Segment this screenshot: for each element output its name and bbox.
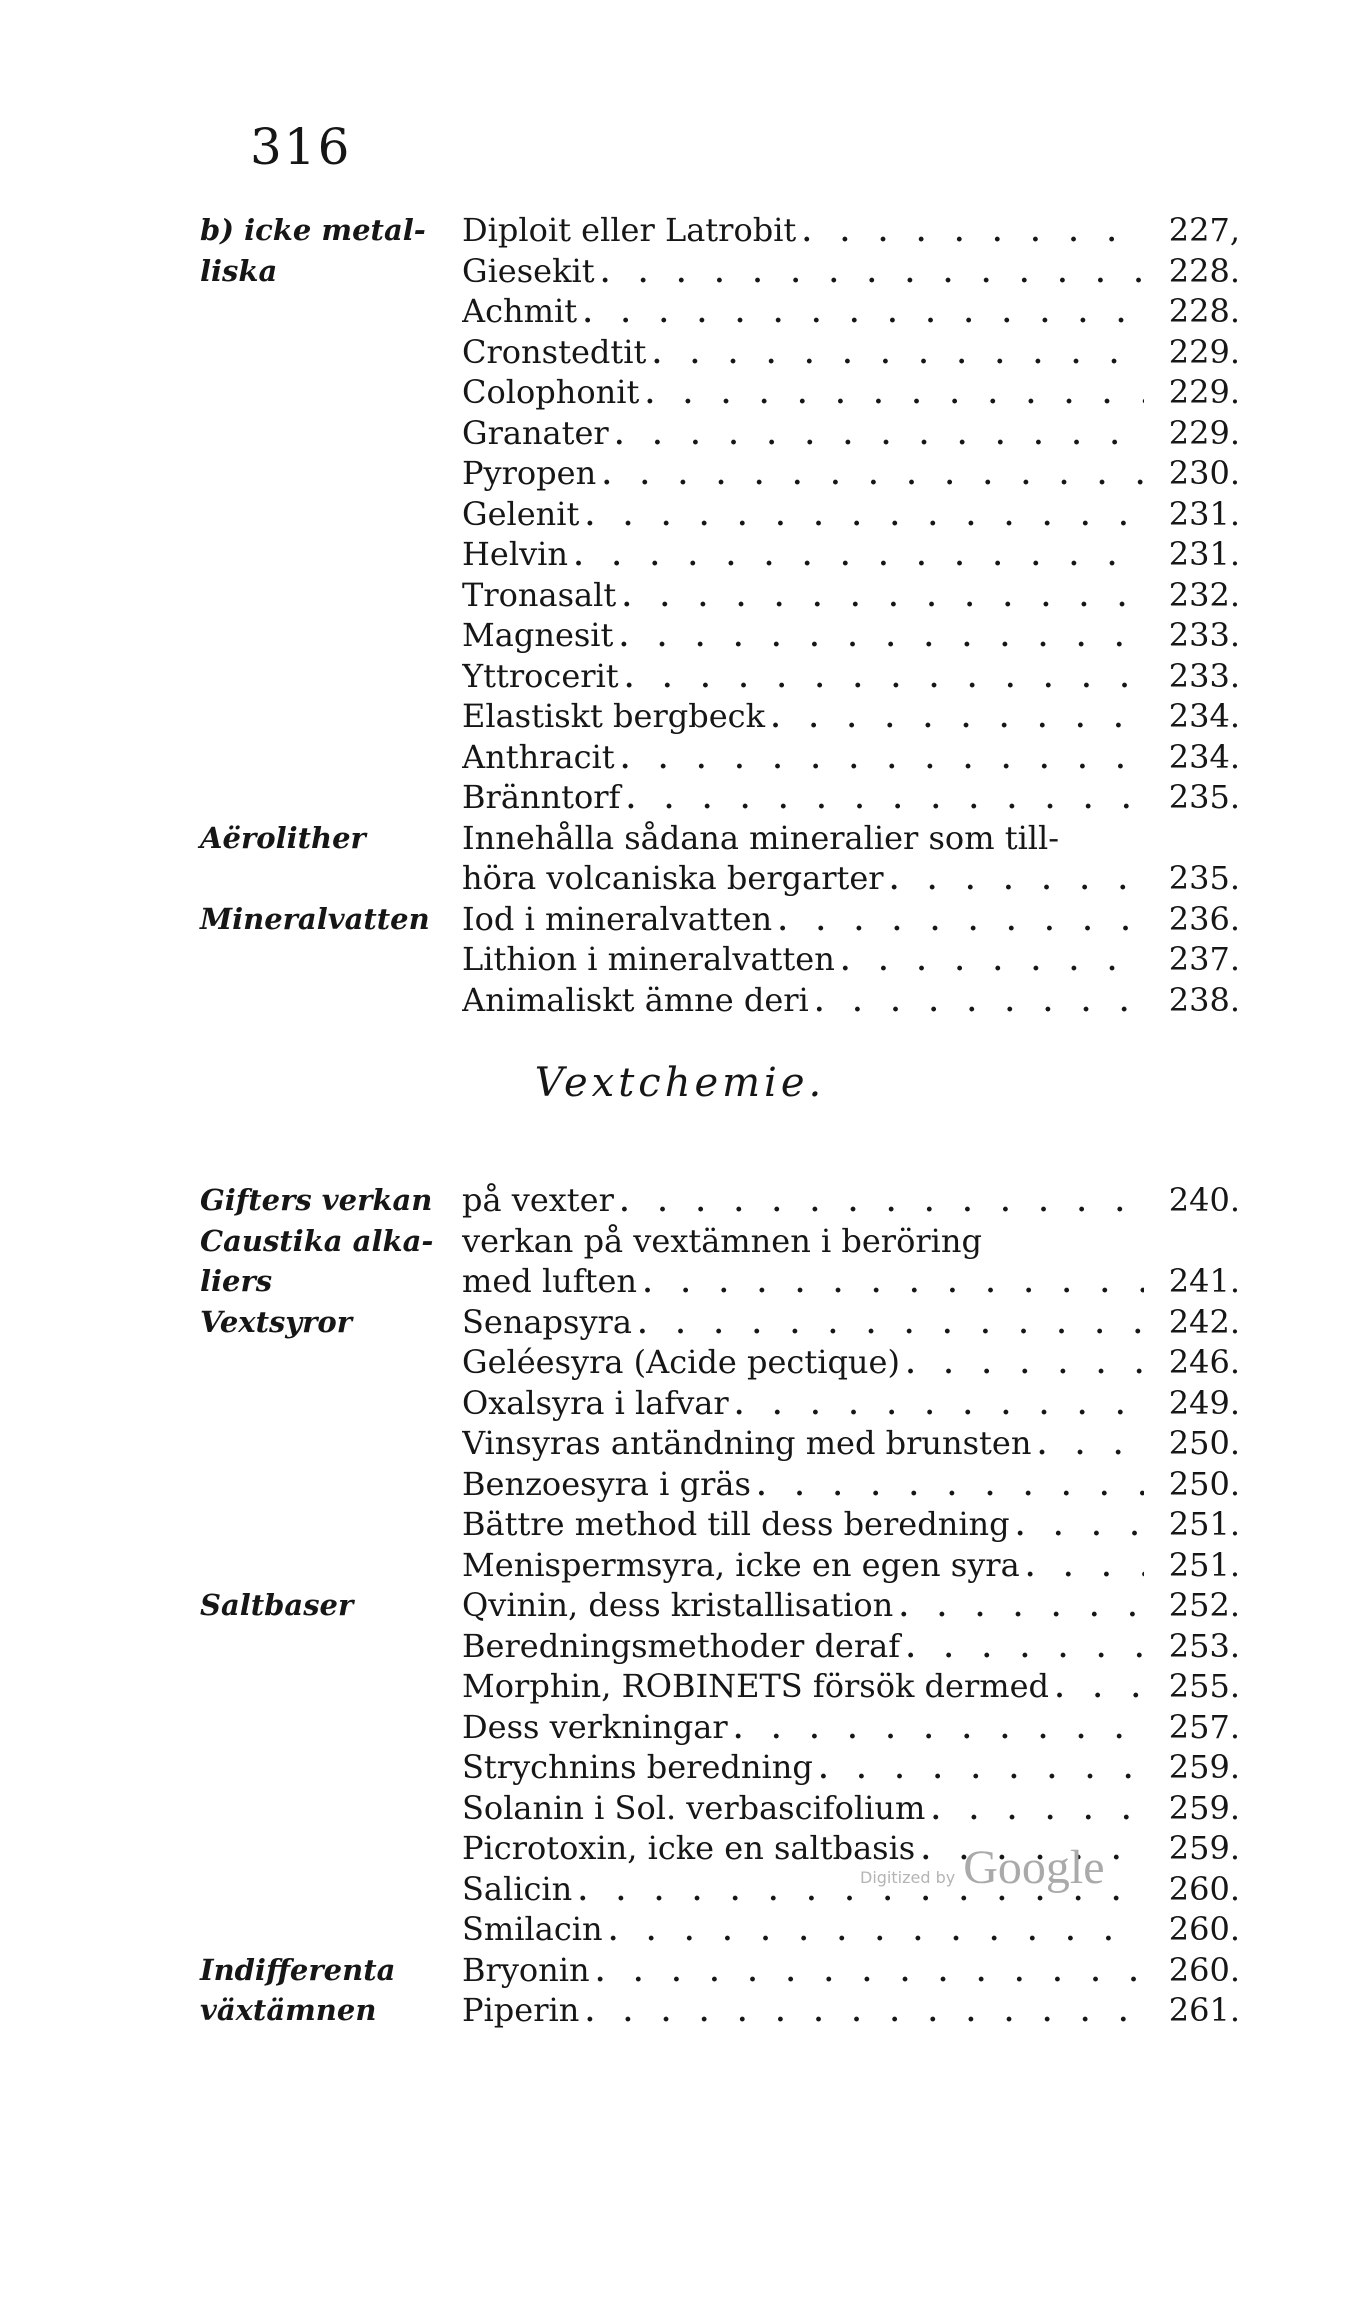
entry-text: Bränntorf (462, 778, 621, 816)
index-row (200, 1707, 1240, 1748)
index-row (200, 575, 1240, 616)
entry-text: Giesekit (462, 251, 595, 290)
index-row (200, 1990, 1240, 2031)
entry-text: Morphin, ROBINETS försök dermed (462, 1667, 1050, 1705)
page-ref: 229. (1168, 332, 1240, 371)
entry (462, 980, 1144, 1023)
dot-leader (1031, 1426, 1144, 1466)
entry-text: Granater (462, 413, 609, 452)
dot-leader (616, 578, 1144, 618)
dot-leader (568, 537, 1144, 577)
index-row (200, 1545, 1240, 1586)
category-label: Caustika alka- (200, 1223, 434, 1258)
entry (462, 858, 1144, 901)
mineral-index-section (200, 210, 1240, 1020)
page-ref: 238. (1168, 980, 1240, 1019)
page-ref: 233. (1168, 656, 1240, 695)
entry-text: Solanin i Sol. verbascifolium (462, 1788, 926, 1827)
dot-leader (579, 1993, 1144, 2033)
entry (462, 1261, 1144, 1304)
index-row (200, 413, 1240, 454)
page-ref: 241. (1168, 1262, 1240, 1300)
entry (462, 332, 1144, 375)
page-ref: 235. (1168, 859, 1240, 897)
dot-leader (809, 983, 1144, 1023)
index-row (200, 332, 1240, 373)
index-row (200, 1504, 1240, 1545)
entry (462, 1788, 1144, 1831)
dot-leader (614, 1183, 1144, 1223)
digitized-watermark (860, 1840, 1105, 1895)
page-ref: 229. (1168, 373, 1240, 411)
page-ref: 251. (1168, 1545, 1240, 1584)
entry (462, 1626, 1144, 1669)
index-row (200, 1180, 1240, 1221)
index-row (200, 1950, 1240, 1991)
category-label: liska (200, 253, 278, 288)
entry (462, 372, 1144, 415)
category-label: Mineralvatten (200, 901, 430, 936)
entry-text: Oxalsyra i lafvar (462, 1383, 729, 1422)
entry (462, 939, 1144, 982)
dot-leader (620, 780, 1144, 820)
page-ref: 233. (1168, 616, 1240, 654)
entry (462, 1180, 1144, 1223)
entry (462, 1464, 1144, 1507)
page-ref: 231. (1168, 494, 1240, 533)
category-label: växtämnen (200, 1993, 377, 2027)
entry (462, 656, 1144, 699)
entry-text: verkan på vextämnen i beröring (462, 1221, 982, 1260)
entry-text: Lithion i mineralvatten (462, 940, 835, 978)
entry-text: Qvinin, dess kristallisation (462, 1586, 894, 1624)
entry (462, 1585, 1144, 1628)
page-ref: 252. (1168, 1586, 1240, 1624)
entry (462, 1909, 1144, 1952)
dot-leader (884, 861, 1144, 901)
entry (462, 777, 1144, 820)
index-row (200, 453, 1240, 494)
index-row (200, 777, 1240, 818)
entry (462, 1504, 1144, 1547)
category-label: Aërolither (200, 820, 366, 855)
entry-text: Iod i mineralvatten (462, 899, 773, 938)
category-label: Indifferenta (200, 1952, 396, 1987)
index-row (200, 899, 1240, 940)
page-ref: 236. (1168, 899, 1240, 938)
dot-leader (1010, 1507, 1144, 1547)
entry-text: Bryonin (462, 1950, 590, 1989)
entry-text: Achmit (462, 292, 578, 330)
index-row (200, 818, 1240, 859)
entry-text: Innehålla sådana mineralier som till- (462, 818, 1060, 857)
page-ref: 260. (1168, 1869, 1240, 1908)
page-ref: 250. (1168, 1424, 1240, 1462)
index-row (200, 737, 1240, 778)
page-ref: 232. (1168, 575, 1240, 614)
page-ref: 250. (1168, 1464, 1240, 1503)
entry (462, 1545, 1144, 1588)
index-row (200, 1383, 1240, 1424)
index-row (200, 615, 1240, 656)
entry-text: Bättre method till dess beredning (462, 1505, 1010, 1543)
index-row (200, 210, 1240, 251)
index-row (200, 696, 1240, 737)
dot-leader (579, 497, 1144, 537)
dot-leader (729, 1386, 1144, 1426)
entry-text: Magnesit (462, 616, 614, 654)
entry-text: Gelenit (462, 494, 580, 533)
dot-leader (590, 1953, 1144, 1993)
index-row (200, 1626, 1240, 1667)
page-ref: 229. (1168, 413, 1240, 452)
entry (462, 494, 1144, 537)
page-ref: 231. (1168, 535, 1240, 573)
dot-leader (595, 254, 1144, 294)
entry (462, 1666, 1144, 1709)
index-row (200, 494, 1240, 535)
index-row (200, 291, 1240, 332)
dot-leader (596, 456, 1144, 496)
index-row (200, 1666, 1240, 1707)
entry-text: Strychnins beredning (462, 1748, 813, 1786)
index-row (200, 1423, 1240, 1464)
page-ref: 235. (1168, 778, 1240, 816)
page-ref: 259. (1168, 1748, 1240, 1786)
category-label: Gifters verkan (200, 1183, 433, 1217)
entry-text: Tronasalt (462, 575, 617, 614)
page-number: 316 (250, 118, 352, 176)
index-row (200, 1585, 1240, 1626)
entry-text: Colophonit (462, 373, 640, 411)
dot-leader (632, 1305, 1144, 1345)
entry (462, 737, 1144, 780)
dot-leader (765, 699, 1144, 739)
entry (462, 1423, 1144, 1466)
entry (462, 818, 1144, 858)
page-ref: 259. (1168, 1788, 1240, 1827)
entry-text: Animaliskt ämne deri (462, 980, 809, 1019)
entry-text: Diploit eller Latrobit (462, 211, 797, 249)
google-logo: Google (963, 1841, 1105, 1894)
dot-leader (900, 1345, 1144, 1385)
dot-leader (603, 1912, 1144, 1952)
entry (462, 1383, 1144, 1426)
entry (462, 210, 1144, 253)
dot-leader (1049, 1669, 1144, 1709)
page-ref: 234. (1168, 737, 1240, 776)
index-row (200, 1747, 1240, 1788)
dot-leader (728, 1710, 1144, 1750)
page-ref: 234. (1168, 697, 1240, 735)
entry-text: Anthracit (462, 737, 615, 776)
page-ref: 228. (1168, 251, 1240, 290)
page-ref: 227, (1168, 211, 1240, 249)
entry-text: Geléesyra (Acide pectique) (462, 1343, 900, 1381)
page-ref: 240. (1168, 1181, 1240, 1219)
page-ref: 260. (1168, 1910, 1240, 1948)
page-ref: 259. (1168, 1829, 1240, 1867)
index-row (200, 372, 1240, 413)
entry-text: Senapsyra (462, 1302, 632, 1341)
dot-leader (925, 1791, 1144, 1831)
dot-leader (619, 659, 1144, 699)
dot-leader (900, 1629, 1144, 1669)
page-ref: 249. (1168, 1383, 1240, 1422)
entry (462, 696, 1144, 739)
entry (462, 413, 1144, 456)
index-row (200, 980, 1240, 1021)
dot-leader (1020, 1548, 1144, 1588)
entry-text: Menispermsyra, icke en egen syra (462, 1545, 1020, 1584)
dot-leader (615, 740, 1144, 780)
entry (462, 251, 1144, 294)
index-row (200, 858, 1240, 899)
page-ref: 253. (1168, 1626, 1240, 1665)
dot-leader (646, 335, 1144, 375)
entry-text: Dess verkningar (462, 1707, 728, 1746)
entry-text: Vinsyras antändning med brunsten (462, 1424, 1032, 1462)
page-ref: 257. (1168, 1707, 1240, 1746)
entry (462, 1707, 1144, 1750)
entry-text: Elastiskt bergbeck (462, 697, 765, 735)
entry-text: Salicin (462, 1869, 573, 1908)
entry (462, 1950, 1144, 1993)
entry-text: Pyropen (462, 454, 597, 492)
index-row (200, 1302, 1240, 1343)
entry (462, 899, 1144, 942)
page-ref: 242. (1168, 1302, 1240, 1341)
category-label: Vextsyror (200, 1304, 353, 1339)
section-heading: Vextchemie. (534, 1060, 826, 1106)
dot-leader (637, 1264, 1144, 1304)
index-row (200, 1909, 1240, 1950)
entry-text: Piperin (462, 1991, 580, 2029)
dot-leader (796, 213, 1144, 253)
entry-text: Helvin (462, 535, 568, 573)
entry-text: Benzoesyra i gräs (462, 1464, 751, 1503)
dot-leader (613, 618, 1144, 658)
entry-text: Cronstedtit (462, 332, 647, 371)
page-ref: 228. (1168, 292, 1240, 330)
index-row (200, 656, 1240, 697)
category-label: b) icke metal- (200, 213, 426, 247)
dot-leader (772, 902, 1144, 942)
entry (462, 575, 1144, 618)
entry (462, 1990, 1144, 2033)
index-row (200, 1221, 1240, 1262)
entry-text: på vexter (462, 1181, 614, 1219)
dot-leader (639, 375, 1144, 415)
page-ref: 237. (1168, 940, 1240, 978)
index-row (200, 534, 1240, 575)
entry (462, 291, 1144, 334)
entry (462, 1302, 1144, 1345)
index-row (200, 1788, 1240, 1829)
dot-leader (577, 294, 1144, 334)
page-ref: 251. (1168, 1505, 1240, 1543)
dot-leader (893, 1588, 1144, 1628)
index-row (200, 1342, 1240, 1383)
dot-leader (835, 942, 1144, 982)
entry (462, 1342, 1144, 1385)
dot-leader (609, 416, 1144, 456)
page-ref: 246. (1168, 1343, 1240, 1381)
entry (462, 534, 1144, 577)
page-ref: 255. (1168, 1667, 1240, 1705)
entry (462, 453, 1144, 496)
index-row (200, 939, 1240, 980)
dot-leader (813, 1750, 1144, 1790)
index-row (200, 1261, 1240, 1302)
page-ref: 230. (1168, 454, 1240, 492)
index-row (200, 1464, 1240, 1505)
entry-text: Picrotoxin, icke en saltbasis (462, 1829, 916, 1867)
entry (462, 1221, 1144, 1261)
entry (462, 615, 1144, 658)
entry (462, 1747, 1144, 1790)
entry-text: Yttrocerit (462, 656, 619, 695)
entry-text: höra volcaniska bergarter (462, 859, 884, 897)
category-label: Saltbaser (200, 1588, 354, 1622)
vextchemie-index-section (200, 1180, 1240, 2031)
page-ref: 261. (1168, 1991, 1240, 2029)
digitized-by-text: Digitized by (860, 1868, 956, 1887)
page-ref: 260. (1168, 1950, 1240, 1989)
entry-text: Beredningsmethoder deraf (462, 1626, 901, 1665)
entry-text: Smilacin (462, 1910, 603, 1948)
index-row (200, 251, 1240, 292)
entry-text: med luften (462, 1262, 638, 1300)
category-label: liers (200, 1264, 273, 1298)
dot-leader (751, 1467, 1144, 1507)
